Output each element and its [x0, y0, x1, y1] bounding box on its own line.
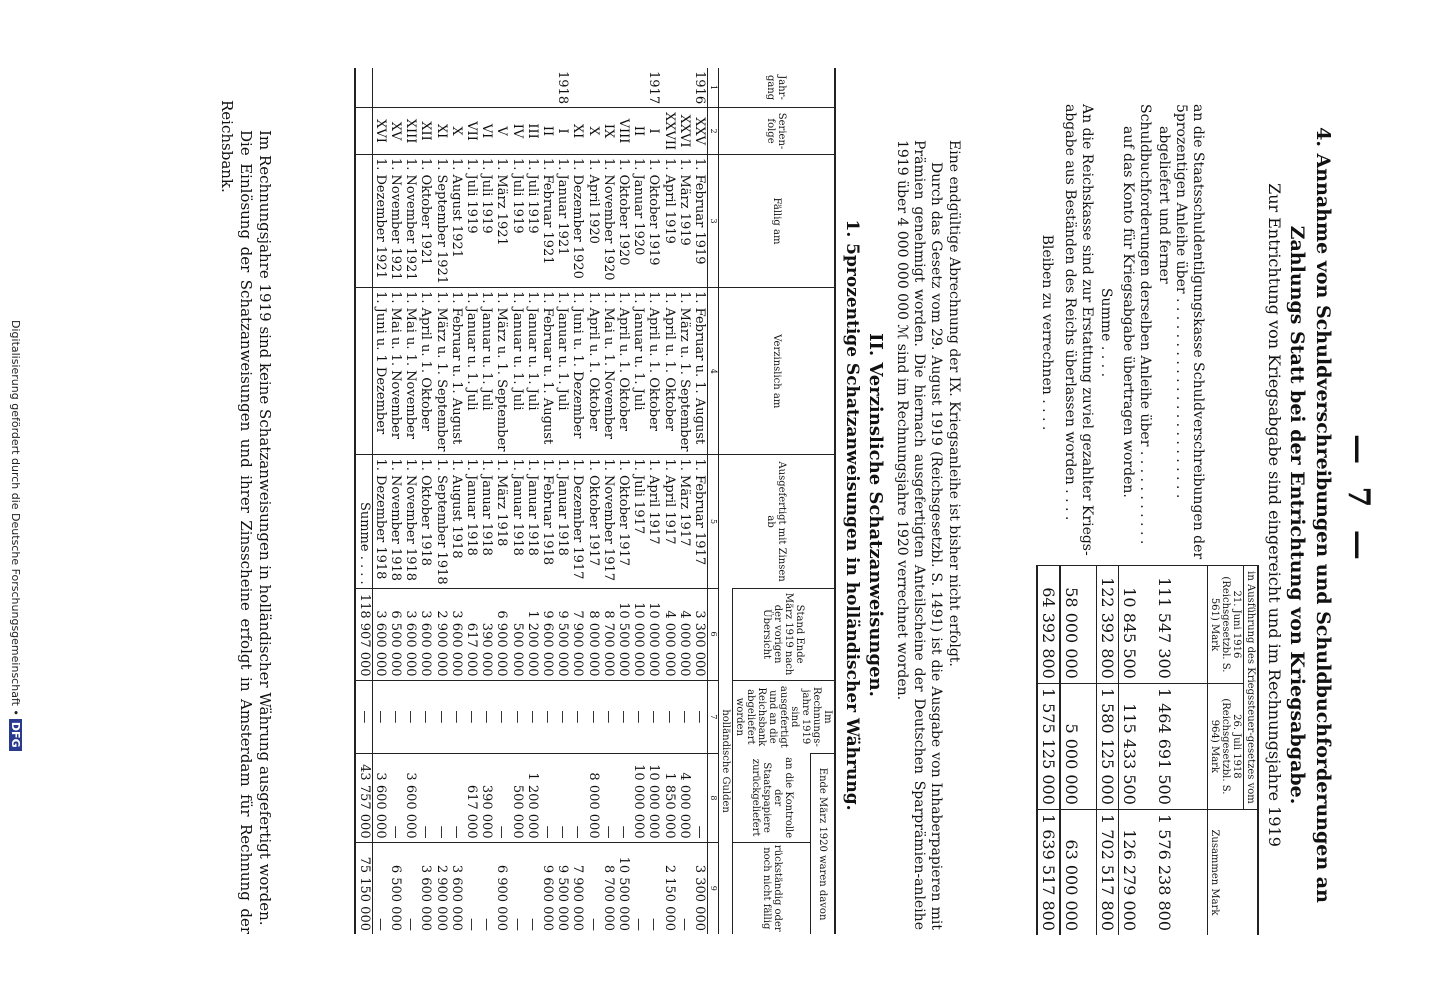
- table-cell: 1. März 1918: [494, 455, 509, 588]
- table-cell: 1. Januar u. 1. Juli: [464, 288, 479, 455]
- table-row: [1097, 100, 1119, 935]
- table-cell: —: [692, 754, 708, 842]
- table-cell: —: [464, 842, 479, 934]
- table-cell: 1. September 1921: [433, 154, 448, 287]
- table-cell: 1. Januar u. 1. Juli: [479, 288, 494, 455]
- footer-paragraph: Die Einlösung der Schatzanweisungen und ihrer Zinsscheine erfolgt in Amsterdam für Rechnung der Reichsbank.: [218, 100, 255, 934]
- table-row: [433, 68, 448, 934]
- col-num: 6: [708, 588, 719, 680]
- table-row: [1155, 100, 1208, 935]
- table-row: [1038, 100, 1061, 935]
- table-cell: [677, 68, 692, 108]
- table-cell: 1. April u. 1. Oktober: [418, 288, 433, 455]
- table-cell: 1. Juni u. 1. Dezember: [570, 288, 585, 455]
- table-cell: 1. März u. 1. September: [433, 288, 448, 455]
- table-cell: [418, 68, 433, 108]
- table-cell: 3 600 000: [403, 754, 418, 842]
- header-due: Fällig am: [719, 154, 836, 287]
- table-cell: —: [661, 680, 676, 754]
- table-cell: XXVI: [677, 108, 692, 155]
- table-cell: 8 700 000: [601, 588, 616, 680]
- table-cell: 1. Juli 1919: [479, 154, 494, 287]
- table-row: [616, 68, 631, 934]
- table-row: [570, 68, 585, 934]
- table-cell: —: [540, 754, 555, 842]
- cell: 1 464 691 500: [1155, 683, 1208, 809]
- table-cell: —: [616, 680, 631, 754]
- table-cell: —: [403, 842, 418, 934]
- table-cell: II: [540, 108, 555, 155]
- row-label-cont: abgeliefert und ferner: [1156, 126, 1173, 284]
- table-cell: —: [418, 680, 433, 754]
- table-row: [661, 68, 676, 934]
- header-issued: Ausgefertigt mit Zinsen ab: [719, 455, 836, 588]
- header-group: in Ausführung des Kriegssteuer-gesetzes vom: [1244, 566, 1259, 810]
- table-cell: —: [464, 680, 479, 754]
- table-cell: —: [479, 842, 494, 934]
- cell: 64 392 800: [1038, 566, 1061, 684]
- table-cell: 1. Mai u. 1. November: [601, 288, 616, 455]
- table-cell: —: [646, 680, 661, 754]
- row-label: An die Reichskasse sind zur Erstattung zuviel gezahlter Kriegs-abgabe aus Beständen des Reichs überlassen worden . . . .: [1062, 104, 1096, 556]
- table-cell: 617 000: [464, 588, 479, 680]
- header-stand-1919: Stand Ende März 1919 nach der vorigen Übersicht: [733, 588, 836, 680]
- col-num: 4: [708, 288, 719, 455]
- table-cell: 390 000: [479, 754, 494, 842]
- header-1916: 21. Juni 1916 (Reichsgesetzbl. S. 561) Mark: [1208, 566, 1244, 684]
- table-cell: VII: [464, 108, 479, 155]
- table-cell: XII: [418, 108, 433, 155]
- cell: 5 000 000: [1061, 683, 1097, 809]
- cell: 126 279 000: [1119, 809, 1155, 935]
- table-cell: 1. März 1921: [494, 154, 509, 287]
- table-cell: 4 000 000: [661, 588, 676, 680]
- row-label: an die Staatsschuldentilgungskasse Schuldverschreibungen der 5prozentigen Anleihe über . . . . . . . . . . . . . . . . . . . . . . .: [1173, 104, 1207, 560]
- table-row: [677, 68, 692, 934]
- table-cell: [449, 68, 464, 108]
- table-cell: 1. Mai u. 1. November: [388, 288, 403, 455]
- table-cell: 1. Juli 1917: [631, 455, 646, 588]
- table-row: [372, 68, 388, 934]
- total-label: Summe . . . .: [355, 455, 372, 588]
- table-cell: 1. Oktober 1921: [418, 154, 433, 287]
- table-cell: —: [631, 680, 646, 754]
- col-num: 8: [708, 754, 719, 842]
- table-cell: 1. Oktober 1918: [418, 455, 433, 588]
- table-cell: 1. Januar 1921: [555, 154, 570, 287]
- header-interest: Verzinslich am: [719, 288, 836, 455]
- table-cell: XVI: [372, 108, 388, 155]
- table-cell: VIII: [616, 108, 631, 155]
- table-cell: —: [449, 680, 464, 754]
- table-row: [631, 68, 646, 934]
- table-cell: —: [631, 842, 646, 934]
- total-returned: 43 757 000: [355, 754, 372, 842]
- table-cell: [585, 68, 600, 108]
- table-cell: 10 000 000: [646, 754, 661, 842]
- table-cell: IX: [601, 108, 616, 155]
- table-row: [1061, 100, 1097, 935]
- header-year: Jahr-gang: [719, 68, 836, 108]
- table-cell: 1. November 1920: [601, 154, 616, 287]
- cell: 122 392 800: [1097, 566, 1119, 684]
- table-cell: 1. Januar 1918: [525, 455, 540, 588]
- table-cell: 7 900 000: [570, 842, 585, 934]
- table-row: [494, 68, 509, 934]
- dfg-logo: DFG: [9, 719, 22, 751]
- table-cell: 1. Januar u. 1. Juli: [555, 288, 570, 455]
- table-cell: 2 900 000: [433, 588, 448, 680]
- table-cell: —: [418, 754, 433, 842]
- total-row: [355, 68, 372, 934]
- table-cell: 10 500 000: [616, 842, 631, 934]
- table-cell: —: [646, 842, 661, 934]
- table-row: [464, 68, 479, 934]
- table-cell: 1. August 1921: [449, 154, 464, 287]
- table-cell: 1. April 1919: [661, 154, 676, 287]
- table-cell: 6 900 000: [494, 588, 509, 680]
- table-row: [540, 68, 555, 934]
- row-label-cont: auf das Konto für Kriegsabgabe übertragen worden.: [1120, 126, 1137, 498]
- table-cell: 1. Dezember 1921: [372, 154, 388, 287]
- table-row: [1119, 100, 1155, 935]
- credit-text: Digitalisierung gefördert durch die Deutsche Forschungsgemeinschaft •: [9, 320, 22, 716]
- table-cell: —: [540, 680, 555, 754]
- table-cell: XI: [433, 108, 448, 155]
- table-cell: [570, 68, 585, 108]
- cell: 1 639 517 800: [1038, 809, 1061, 935]
- table-cell: —: [494, 754, 509, 842]
- table-cell: [509, 68, 524, 108]
- treasury-bills-table: [354, 68, 836, 934]
- table-cell: 1918: [555, 71, 571, 105]
- table-cell: 10 000 000: [631, 588, 646, 680]
- table-cell: [433, 68, 448, 108]
- table-cell: [616, 68, 631, 108]
- cell: 63 000 000: [1061, 809, 1097, 935]
- col-num: 5: [708, 455, 719, 588]
- table-cell: 10 000 000: [646, 588, 661, 680]
- table-cell: 9 500 000: [555, 588, 570, 680]
- table-cell: IV: [509, 108, 524, 155]
- table-cell: 1. März 1919: [677, 154, 692, 287]
- table-cell: XXV: [692, 108, 708, 155]
- table-cell: 1. März u. 1. September: [494, 288, 509, 455]
- table-cell: 8 700 000: [601, 842, 616, 934]
- header-returned: an die Kontrolle der Staatspapiere zurückgeliefert: [733, 754, 811, 842]
- table-cell: 1. März u. 1. September: [677, 288, 692, 455]
- table-cell: 10 000 000: [631, 754, 646, 842]
- header-outstanding: rückständig oder noch nicht fällig: [733, 842, 811, 934]
- table-cell: 3 300 000: [692, 842, 708, 934]
- table-cell: —: [677, 842, 692, 934]
- table-cell: 617 000: [464, 754, 479, 842]
- table-cell: [601, 68, 616, 108]
- table-cell: 1. Juli 1919: [525, 154, 540, 287]
- table-cell: —: [525, 842, 540, 934]
- table-cell: 1. Oktober 1919: [646, 154, 661, 287]
- table-cell: [464, 68, 479, 108]
- table-cell: 1. Dezember 1917: [570, 455, 585, 588]
- table-row: [403, 68, 418, 934]
- table-cell: 1. April 1917: [646, 455, 661, 588]
- table-cell: —: [570, 680, 585, 754]
- table-cell: 1. Mai u. 1. November: [403, 288, 418, 455]
- header-currency: holländische Gulden: [719, 588, 733, 934]
- table-cell: 3 600 000: [418, 842, 433, 934]
- row-label: Schuldbuchforderungen derselben Anleihe über . . . . . . . . . . .: [1137, 104, 1154, 545]
- table-cell: 1. März 1917: [677, 455, 692, 588]
- table-row: [646, 68, 661, 934]
- table-cell: 1. Februar u. 1. August: [692, 288, 708, 455]
- table-row: [479, 68, 494, 934]
- table-cell: [540, 68, 555, 108]
- table-cell: —: [388, 754, 403, 842]
- table-cell: 1916: [692, 71, 707, 105]
- table-row: [525, 68, 540, 934]
- table-cell: 9 500 000: [555, 842, 570, 934]
- cell: 1 575 125 000: [1038, 683, 1061, 809]
- table-cell: 1. Oktober 1917: [616, 455, 631, 588]
- table-cell: —: [601, 680, 616, 754]
- table-cell: —: [601, 754, 616, 842]
- table-cell: 1. April u. 1. Oktober: [661, 288, 676, 455]
- table-cell: 3 600 000: [372, 754, 388, 842]
- table-cell: —: [555, 680, 570, 754]
- table-cell: —: [479, 680, 494, 754]
- table-cell: 1. Februar u. 1. August: [540, 288, 555, 455]
- table-cell: —: [555, 754, 570, 842]
- section-2-subtitle: 1. 5prozentige Schatzanweisungen in holländischer Währung.: [842, 219, 862, 811]
- col-num: 9: [708, 842, 719, 934]
- table-cell: 1. Februar 1921: [540, 154, 555, 287]
- table-cell: XXVII: [661, 108, 676, 155]
- table-cell: 3 300 000: [692, 588, 708, 680]
- footer-paragraph: Im Rechnungsjahre 1919 sind keine Schatzanweisungen in holländischer Währung ausgefertigt worden.: [256, 130, 274, 926]
- table-cell: —: [585, 680, 600, 754]
- table-cell: 9 600 000: [540, 588, 555, 680]
- digitization-credit: [9, 320, 22, 751]
- table-row: [509, 68, 524, 934]
- table-cell: 1. November 1921: [388, 154, 403, 287]
- col-num: 2: [708, 108, 719, 155]
- table-cell: 8 000 000: [585, 588, 600, 680]
- table-cell: 1. April u. 1. Oktober: [646, 288, 661, 455]
- table-cell: 3 600 000: [372, 588, 388, 680]
- table-cell: 1. November 1918: [403, 455, 418, 588]
- header-issued-1919: Im Rechnungs-jahre 1919 sind ausgefertigt und an die Reichsbank abgeliefert worden: [733, 680, 836, 754]
- section-4-title: 4. Annahme von Schuldverschreibungen und Schuldbuchforderungen an Zahlungs Statt bei der Entrichtung von Kriegsabgabe.: [1286, 127, 1334, 903]
- table-cell: 1. Januar u. 1. Juli: [525, 288, 540, 455]
- table-cell: 10 500 000: [616, 588, 631, 680]
- table-cell: 1 200 000: [525, 754, 540, 842]
- cell: 115 433 500: [1119, 683, 1155, 809]
- table-cell: 1. April 1920: [585, 154, 600, 287]
- cell: 111 547 300: [1155, 566, 1208, 684]
- table-cell: 500 000: [509, 754, 524, 842]
- table-cell: 1. Februar 1918: [540, 455, 555, 588]
- table-cell: XI: [570, 108, 585, 155]
- table-row: [555, 68, 570, 934]
- total-stand: 118 907 000: [355, 588, 372, 680]
- table-cell: I: [646, 108, 661, 155]
- table-cell: 7 900 000: [570, 588, 585, 680]
- table-cell: [372, 68, 388, 108]
- page-number: — 7 —: [1341, 434, 1376, 566]
- table-cell: II: [631, 108, 646, 155]
- table-cell: —: [494, 680, 509, 754]
- table-cell: —: [388, 680, 403, 754]
- table-cell: 500 000: [509, 588, 524, 680]
- section-4-subtitle: Zur Entrichtung von Kriegsabgabe sind eingereicht und im Rechnungsjahre 1919: [1265, 183, 1284, 847]
- table-cell: 4 000 000: [677, 754, 692, 842]
- table-cell: 1917: [646, 71, 662, 105]
- header-1918: 26. Juli 1918 (Reichsgesetzbl. S. 964) Mark: [1208, 683, 1244, 809]
- table-cell: 1. Januar 1918: [479, 455, 494, 588]
- table-cell: 1. Januar 1918: [509, 455, 524, 588]
- table-cell: 1. Juli 1919: [509, 154, 524, 287]
- table-cell: 1. November 1921: [403, 154, 418, 287]
- table-cell: 4 000 000: [677, 588, 692, 680]
- header-group-1920: Ende März 1920 waren davon: [811, 754, 835, 934]
- section-2-title: II. Verzinsliche Schatzanweisungen.: [865, 333, 886, 697]
- table-cell: —: [372, 680, 388, 754]
- col-num: 1: [708, 68, 719, 108]
- table-cell: —: [585, 842, 600, 934]
- table-cell: —: [449, 754, 464, 842]
- header-total: Zusammen Mark: [1208, 809, 1259, 935]
- table-cell: 1. August 1918: [449, 455, 464, 588]
- table-cell: V: [494, 108, 509, 155]
- table-cell: 1. Februar 1917: [692, 455, 708, 588]
- table-cell: 1. Februar u. 1. August: [449, 288, 464, 455]
- table-row: [418, 68, 433, 934]
- table-cell: [525, 68, 540, 108]
- table-cell: —: [433, 754, 448, 842]
- war-levy-table: [1037, 100, 1260, 935]
- table-cell: 1. Dezember 1918: [372, 455, 388, 588]
- table-row: [388, 68, 403, 934]
- table-cell: 3 600 000: [418, 588, 433, 680]
- paragraph-settlement: Eine endgültige Abrechnung der IX. Kriegsanleihe ist bisher nicht erfolgt.: [946, 140, 962, 667]
- cell: 1 580 125 000: [1097, 683, 1119, 809]
- table-cell: 8 000 000: [585, 754, 600, 842]
- table-cell: —: [509, 680, 524, 754]
- table-cell: —: [403, 680, 418, 754]
- table-cell: 3 600 000: [403, 588, 418, 680]
- table-cell: —: [570, 754, 585, 842]
- row-label: Bleiben zu verrechnen . . . .: [1039, 234, 1056, 431]
- table-cell: 3 600 000: [449, 842, 464, 934]
- table-cell: 2 150 000: [661, 842, 676, 934]
- paragraph-premium-law: Durch das Gesetz vom 29. August 1919 (Reichsgesetzbl. S. 1491) ist die Ausgabe von Inhaberpapieren mit Prämien genehmigt worden. Die hiernach ausgefertigten Anteilscheine der Deutschen Sparprämien-anleihe 1919 über 4 000 000 000 ℳ sind im Rechnungsjahre 1920 verrechnet worden.: [894, 140, 944, 930]
- cell: 1 702 517 800: [1097, 809, 1119, 935]
- table-cell: 1. Dezember 1920: [570, 154, 585, 287]
- table-cell: 1. Juli 1919: [464, 154, 479, 287]
- table-cell: [661, 68, 676, 108]
- col-num: 7: [708, 680, 719, 754]
- table-cell: —: [692, 680, 708, 754]
- table-cell: [494, 68, 509, 108]
- table-cell: [479, 68, 494, 108]
- table-cell: 1. September 1918: [433, 455, 448, 588]
- table-cell: 1. April u. 1. Oktober: [616, 288, 631, 455]
- table-cell: X: [585, 108, 600, 155]
- table-cell: 1. Januar 1920: [631, 154, 646, 287]
- cell: 1 576 238 800: [1155, 809, 1208, 935]
- table-cell: 1. Oktober 1920: [616, 154, 631, 287]
- table-cell: 1. April u. 1. Oktober: [585, 288, 600, 455]
- table-cell: 1. Januar u. 1. Juli: [509, 288, 524, 455]
- table-cell: 1 200 000: [525, 588, 540, 680]
- table-cell: 1. Juni u. 1 Dezember: [372, 288, 388, 455]
- table-row: [692, 68, 708, 934]
- table-cell: 1. November 1918: [388, 455, 403, 588]
- col-num: 3: [708, 154, 719, 287]
- total-issued: —: [355, 680, 372, 754]
- table-cell: 1. Januar 1918: [555, 455, 570, 588]
- table-cell: [631, 68, 646, 108]
- column-numbers: [708, 68, 719, 934]
- table-cell: 1. Februar 1919: [692, 154, 708, 287]
- table-cell: 1. Januar u. 1. Juli: [631, 288, 646, 455]
- table-cell: 2 900 000: [433, 842, 448, 934]
- table-row: [585, 68, 600, 934]
- table-cell: XV: [388, 108, 403, 155]
- row-label: Summe . . . .: [1098, 287, 1115, 378]
- total-outstanding: 75 150 000: [355, 842, 372, 934]
- table-cell: VI: [479, 108, 494, 155]
- table-cell: [388, 68, 403, 108]
- table-cell: —: [372, 842, 388, 934]
- table-cell: —: [509, 842, 524, 934]
- table-cell: 1. April 1917: [661, 455, 676, 588]
- table-cell: 1. Januar 1918: [464, 455, 479, 588]
- table-cell: 9 600 000: [540, 842, 555, 934]
- footer-notes: [217, 100, 274, 934]
- table-cell: 1 850 000: [661, 754, 676, 842]
- table-cell: 1. November 1917: [601, 455, 616, 588]
- table-cell: —: [525, 680, 540, 754]
- header-series: Serien-folge: [719, 108, 836, 155]
- table-cell: 3 600 000: [449, 588, 464, 680]
- table-cell: 390 000: [479, 588, 494, 680]
- cell: 10 845 500: [1119, 566, 1155, 684]
- table-cell: —: [433, 680, 448, 754]
- table-cell: 6 900 000: [494, 842, 509, 934]
- table-cell: —: [616, 754, 631, 842]
- table-cell: 6 500 000: [388, 588, 403, 680]
- cell: 58 000 000: [1061, 566, 1097, 684]
- table-cell: —: [677, 680, 692, 754]
- table-cell: I: [555, 108, 570, 155]
- table-row: [449, 68, 464, 934]
- table-cell: X: [449, 108, 464, 155]
- table-cell: XIII: [403, 108, 418, 155]
- table-cell: [403, 68, 418, 108]
- table-cell: 6 500 000: [388, 842, 403, 934]
- table-cell: 1. Oktober 1917: [585, 455, 600, 588]
- table-cell: III: [525, 108, 540, 155]
- table-row: [601, 68, 616, 934]
